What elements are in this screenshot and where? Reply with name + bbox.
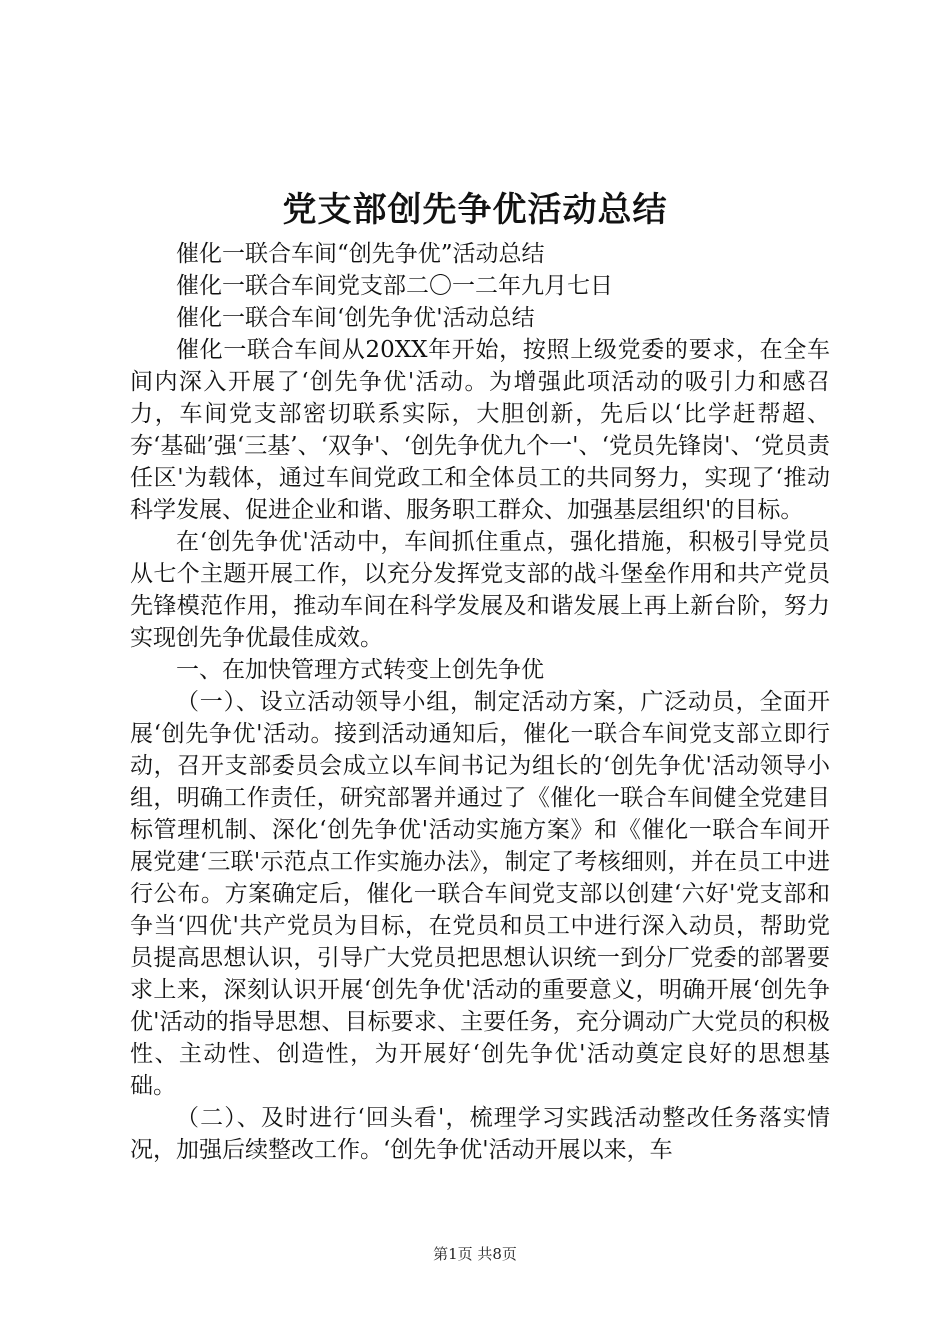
- paragraph: 催化一联合车间“创先争优”活动总结: [176, 241, 545, 267]
- document-title: 党支部创先争优活动总结: [282, 190, 668, 230]
- paragraph: 在‘创先争优'活动中，车间抓住重点，强化措施，积极引导党员从七个主题开展工作，以充分发挥党支部的战斗堡垒作用和共产党员先锋模范作用，推动车间在科学发展及和谐发展上再上新台阶，努力实现创先争优最佳成效。: [130, 529, 830, 651]
- paragraph: 催化一联合车间党支部二〇一二年九月七日: [176, 273, 613, 299]
- paragraph: 催化一联合车间从20XX年开始，按照上级党委的要求，在全车间内深入开展了‘创先争优'活动。为增强此项活动的吸引力和感召力，车间党支部密切联系实际，大胆创新，先后以‘比学赶帮超、夯‘基础’强‘三基’、‘双争'、‘创先争优九个一'、‘党员先锋岗'、‘党员责任区'为载体，通过车间党政工和全体员工的共同努力，实现了‘推动科学发展、促进企业和谐、服务职工群众、加强基层组织'的目标。: [130, 337, 830, 523]
- paragraph: （二）、及时进行‘回头看'，梳理学习实践活动整改任务落实情况，加强后续整改工作。‘创先争优'活动开展以来，车: [130, 1105, 830, 1163]
- paragraph: （一）、设立活动领导小组，制定活动方案，广泛动员，全面开展‘创先争优'活动。接到活动通知后，催化一联合车间党支部立即行动，召开支部委员会成立以车间书记为组长的‘创先争优'活动领导小组，明确工作责任，研究部署并通过了《催化一联合车间健全党建目标管理机制、深化‘创先争优'活动实施方案》和《催化一联合车间开展党建‘三联'示范点工作实施办法》，制定了考核细则，并在员工中进行公布。方案确定后，催化一联合车间党支部以创建‘六好'党支部和争当‘四优'共产党员为目标，在党员和员工中进行深入动员，帮助党员提高思想认识，引导广大党员把思想认识统一到分厂党委的部署要求上来，深刻认识开展‘创先争优'活动的重要意义，明确开展‘创先争优'活动的指导思想、目标要求、主要任务，充分调动广大党员的积极性、主动性、创造性，为开展好‘创先争优'活动奠定良好的思想基础。: [130, 689, 830, 1099]
- section-heading: 一、在加快管理方式转变上创先争优: [176, 657, 544, 683]
- document-body: [130, 238, 830, 1166]
- page-footer: 第1页 共8页: [433, 1245, 517, 1263]
- paragraph: 催化一联合车间‘创先争优'活动总结: [176, 305, 535, 331]
